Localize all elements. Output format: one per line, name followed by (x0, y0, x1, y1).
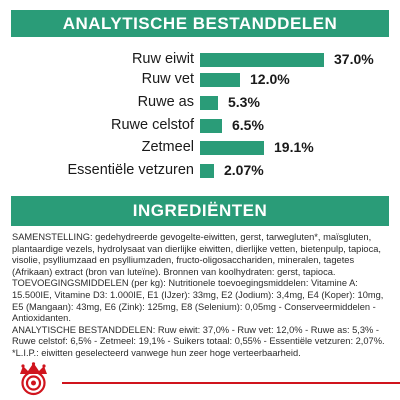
ingredients-heading: INGREDIËNTEN (11, 196, 389, 226)
nutrient-value: 6.5% (232, 117, 264, 133)
nutrient-label: Essentiële vetzuren (67, 162, 194, 178)
nutrient-label: Ruwe celstof (110, 117, 194, 133)
nutrient-value: 5.3% (228, 94, 260, 110)
footnote-paragraph: *L.I.P.: eiwitten geselecteerd vanwege hun zeer hoge verteerbaarheid. (12, 347, 301, 358)
nutrient-bar (200, 119, 222, 133)
nutrient-label: Zetmeel (141, 139, 194, 155)
nutrient-value: 19.1% (274, 139, 314, 155)
nutrient-row-protein (0, 49, 400, 70)
nutrient-bar (200, 53, 324, 67)
nutrient-value: 37.0% (334, 51, 374, 67)
brand-divider-line (62, 382, 400, 384)
royal-canin-crown-logo-icon (6, 362, 61, 396)
nutrient-label: Ruwe as (137, 94, 194, 110)
nutrient-row-fibre (0, 115, 400, 136)
nutrient-label: Ruw vet (141, 71, 194, 87)
analytical-paragraph: ANALYTISCHE BESTANDDELEN: Ruw eiwit: 37,0% - Ruw vet: 12,0% - Ruwe as: 5,3% - Ruwe celstof: 6,5% - Zetmeel: 19,1% - Suikers totaal: 0,55% - Essentiële vetzuren: 2,07%. (12, 324, 385, 347)
additives-paragraph: TOEVOEGINGSMIDDELEN (per kg): Nutritionele toevoegingsmiddelen: Vitamine A: 15.500IE, Vitamine D3: 1.000IE, E1 (IJzer): 33mg, E2 (Jodium): 3,4mg, E4 (Koper): 10mg, E5 (Mangaan): 43mg, E6 (Zink): 125mg, E8 (Selenium): 0,05mg - Conserveermiddelen - Antioxidanten. (12, 278, 384, 324)
composition-paragraph: SAMENSTELLING: gedehydreerde gevogelte-eiwitten, gerst, tarwegluten*, maïsgluten, plantaardige vezels, hydrolysaat van dierlijke eiwitten, dierlijke vetten, bietenpulp, tapioca, visolie, psylliumzaad en psylliumzaden, fructo-oligosacchariden, mineralen, tagetes (Afrikaan) extract (bron van luteïne). Bronnen van koolhydraten: gerst, tapioca. (12, 232, 381, 277)
nutrient-bar (200, 141, 264, 155)
nutrient-bar (200, 164, 214, 178)
nutrient-row-fat (0, 69, 400, 90)
nutrient-row-fatty-acids (0, 160, 400, 181)
ingredients-text (12, 232, 390, 360)
analysis-heading: ANALYTISCHE BESTANDDELEN (11, 10, 389, 37)
nutrient-bar (200, 73, 240, 87)
nutrient-value: 2.07% (224, 162, 264, 178)
nutrient-bar (200, 96, 218, 110)
nutrient-label: Ruw eiwit (131, 51, 194, 67)
nutrient-row-ash (0, 92, 400, 113)
nutrient-value: 12.0% (250, 71, 290, 87)
nutrient-row-starch (0, 137, 400, 158)
